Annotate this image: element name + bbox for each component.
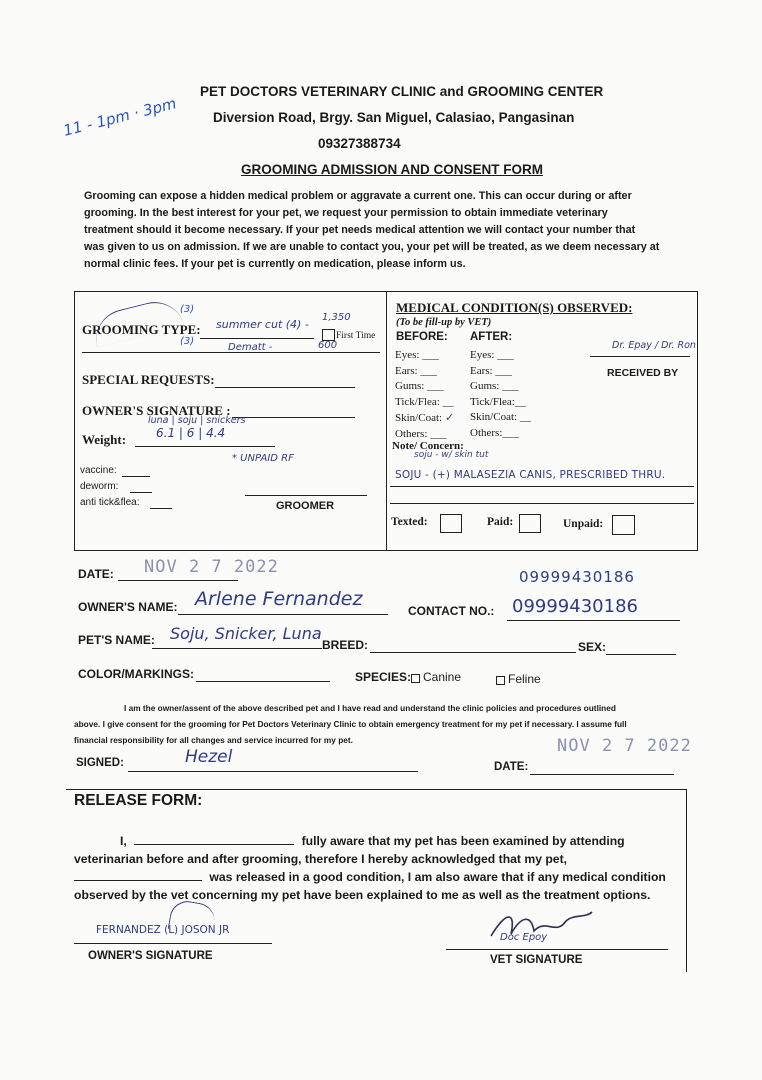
hand-price1: 1,350: [322, 312, 351, 323]
vet-signature-hand: Doc Epoy: [500, 932, 548, 943]
anti-tick-label: anti tick&flea:: [80, 497, 140, 508]
form-title: GROOMING ADMISSION AND CONSENT FORM: [241, 162, 543, 177]
before-row-others: Others: ___: [395, 427, 447, 440]
feline-checkbox[interactable]: [496, 676, 505, 685]
unpaid-label: Unpaid:: [563, 518, 604, 530]
signed-value: Hezel: [185, 747, 233, 767]
row-label: Gums:: [395, 380, 425, 392]
hand-note-main: SOJU - (+) MALASEZIA CANIS, PRESCRIBED THRU.: [395, 469, 666, 481]
owner-signature-line-release: [74, 943, 272, 944]
deworm-label: deworm:: [80, 481, 119, 492]
handwritten-time: 11 - 1pm · 3pm: [61, 94, 179, 140]
row-label: Eyes:: [395, 349, 420, 361]
intro-line: was given to us on admission. If we are unable to contact you, your pet will be treated, as we deem necessary at: [84, 241, 660, 253]
contact-line: [507, 620, 680, 621]
grooming-type-label: GROOMING TYPE:: [82, 322, 201, 337]
vaccine-label: [80, 465, 117, 476]
intro-line: grooming. In the best interest for your pet, we request your permission to obtain immediate veterinary: [84, 207, 608, 219]
owner-signature-label-release: OWNER'S SIGNATURE: [88, 950, 213, 962]
skin-check-mark: ✓: [444, 411, 455, 424]
row-label: Ears:: [395, 364, 418, 377]
first-time-checkbox[interactable]: [322, 329, 335, 341]
clinic-phone: 09327388734: [318, 136, 401, 151]
color-line: [196, 681, 330, 682]
owner-name-value: Arlene Fernandez: [195, 588, 363, 610]
unpaid-checkbox[interactable]: [612, 515, 635, 535]
note-label: Note/ Concern:: [392, 440, 464, 452]
consent-date-label: DATE:: [494, 761, 529, 773]
received-by-label: RECEIVED BY: [607, 367, 679, 379]
clinic-name: PET DOCTORS VETERINARY CLINIC and GROOMING CENTER: [200, 84, 604, 99]
row-label: Others:: [470, 426, 503, 439]
release-paragraph: [74, 832, 674, 904]
hand-price2: 600: [318, 340, 338, 351]
hand-unpaid-note: * UNPAID RF: [232, 453, 294, 464]
before-row-gums: Gums: ___: [395, 380, 444, 392]
pet-name-line: [152, 648, 322, 649]
release-line1-text: fully aware that my pet has been examined by attending: [301, 834, 625, 848]
consent-line: I am the owner/assent of the above described pet and I have read and understand the clinic policies and procedures outlined: [124, 703, 616, 713]
canine-label: Canine: [423, 670, 462, 684]
breed-line: [370, 652, 576, 653]
hand-service2: Dematt -: [228, 342, 273, 353]
groomer-label: GROOMER: [276, 500, 335, 512]
row-label: Tick/Flea:: [470, 395, 515, 408]
contact-label: CONTACT NO.:: [408, 604, 495, 618]
vaccine-text: vaccine:: [80, 465, 117, 476]
first-time-label: First Time: [336, 331, 376, 341]
intro-line: normal clinic fees. If your pet is currently on medication, please inform us.: [84, 258, 466, 270]
owner-signature-line: [232, 417, 355, 418]
after-row-skin: Skin/Coat: __: [470, 411, 531, 423]
intro-line: treatment should it become necessary. If your pet needs medical attention we will contact your number that: [84, 224, 636, 236]
consent-line: above. I give consent for the grooming for Pet Doctors Veterinary Clinic to obtain emergency treatment for my pet if necessary. I assume full: [74, 719, 627, 729]
vaccine-line: [122, 476, 150, 477]
after-row-gums: Gums: ___: [470, 380, 519, 392]
date-line: [118, 580, 238, 581]
species-label: SPECIES:: [355, 670, 412, 684]
received-line: [590, 356, 690, 357]
weight-line: [135, 446, 275, 447]
date-stamp: NOV 2 7 2022: [144, 557, 279, 577]
row-label: Skin/Coat:: [470, 411, 518, 423]
row-label: Eyes:: [470, 349, 495, 361]
row-label: Ears:: [470, 364, 493, 377]
contact-value-over: 09999430186: [512, 596, 638, 617]
medical-title: MEDICAL CONDITION(S) OBSERVED:: [396, 300, 633, 315]
special-requests-line: [215, 387, 355, 388]
breed-label: BREED:: [322, 638, 369, 652]
hand-note-top: soju - w/ skin tut: [414, 450, 489, 460]
special-requests-label: SPECIAL REQUESTS:: [82, 372, 215, 387]
owner-name-line: [178, 614, 388, 615]
consent-date-stamp: NOV 2 7 2022: [557, 736, 692, 756]
signed-line: [128, 771, 418, 772]
intro-line: Grooming can expose a hidden medical problem or aggravate a current one. This can occur during or after: [84, 190, 632, 202]
clinic-address: Diversion Road, Brgy. San Miguel, Calasiao, Pangasinan: [213, 110, 575, 125]
before-label: BEFORE:: [396, 331, 448, 343]
feline-label: Feline: [508, 672, 541, 686]
hand-received-by: Dr. Epay / Dr. Ron: [612, 340, 696, 351]
table-divider: [386, 292, 387, 550]
release-line1: [74, 832, 674, 850]
anti-tick-line: [150, 508, 172, 509]
release-line3: [74, 868, 674, 886]
row-label: Others:: [395, 427, 428, 440]
grooming-type-line2: [82, 352, 380, 353]
before-row-ears: Ears: ___: [395, 364, 437, 377]
release-line2: veterinarian before and after grooming, therefore I hereby acknowledged that my pet,: [74, 852, 568, 866]
release-line3-text: was released in a good condition, I am also aware that if any medical condition: [209, 870, 666, 884]
intro-paragraph: [84, 188, 694, 273]
paid-label: Paid:: [487, 516, 514, 528]
before-list: [395, 348, 454, 442]
before-row-eyes: Eyes: ___: [395, 349, 439, 361]
hand-weights: 6.1 | 6 | 4.4: [156, 426, 226, 440]
color-label: COLOR/MARKINGS:: [78, 667, 194, 681]
release-line4: observed by the vet concerning my pet have been explained to me as well as the treatment options.: [74, 888, 651, 902]
groomer-line: [245, 495, 367, 496]
texted-label: Texted:: [391, 516, 428, 528]
hand-count-3b: (3): [180, 336, 195, 347]
release-name-blank: [134, 844, 294, 845]
medical-subtitle: (To be fill-up by VET): [396, 317, 492, 328]
release-i: I,: [120, 834, 127, 848]
before-row-tick: Tick/Flea: __: [395, 395, 454, 408]
pet-name-label: PET'S NAME:: [78, 633, 155, 647]
after-row-ears: Ears: ___: [470, 364, 512, 377]
pet-name-value: Soju, Snicker, Luna: [170, 624, 322, 643]
consent-line: financial responsibility for all changes and service incurred for my pet.: [74, 735, 353, 745]
after-row-tick: Tick/Flea:__: [470, 395, 526, 408]
canine-checkbox[interactable]: [411, 674, 420, 683]
contact-handwritten: 09999430186: [519, 568, 635, 586]
owner-name-label: OWNER'S NAME:: [78, 600, 178, 614]
paid-checkbox[interactable]: [519, 514, 541, 533]
after-list: [470, 348, 531, 441]
hand-service1: summer cut (4) -: [216, 318, 309, 331]
note-line2: [390, 503, 694, 504]
after-row-others: Others:___: [470, 426, 519, 439]
sex-label: SEX:: [578, 640, 607, 654]
sex-line: [606, 654, 676, 655]
date-label: DATE:: [78, 567, 114, 581]
grooming-type-line: [200, 338, 314, 339]
texted-checkbox[interactable]: [440, 514, 462, 533]
vet-signature-line: [446, 949, 668, 950]
hand-pet-names: luna | soju | snickers: [148, 415, 246, 426]
consent-date-line: [530, 774, 674, 775]
signed-label: SIGNED:: [76, 757, 124, 769]
vet-signature-label: VET SIGNATURE: [490, 954, 583, 966]
owner-signature-label: OWNER'S SIGNATURE :: [82, 403, 231, 418]
before-row-skin: [395, 410, 454, 427]
release-title: RELEASE FORM:: [74, 792, 203, 809]
after-label: AFTER:: [470, 331, 513, 343]
row-label: Tick/Flea:: [395, 395, 440, 408]
note-line1: [390, 486, 694, 487]
row-label: Skin/Coat:: [395, 412, 443, 424]
hand-count-3a: (3): [180, 304, 195, 315]
weight-label: Weight:: [82, 432, 127, 447]
deworm-line: [130, 492, 152, 493]
after-row-eyes: Eyes: ___: [470, 349, 514, 361]
release-pet-blank: [74, 880, 202, 881]
owner-signature-hand: FERNANDEZ (L) JOSON JR: [96, 924, 230, 936]
row-label: Gums:: [470, 380, 500, 392]
